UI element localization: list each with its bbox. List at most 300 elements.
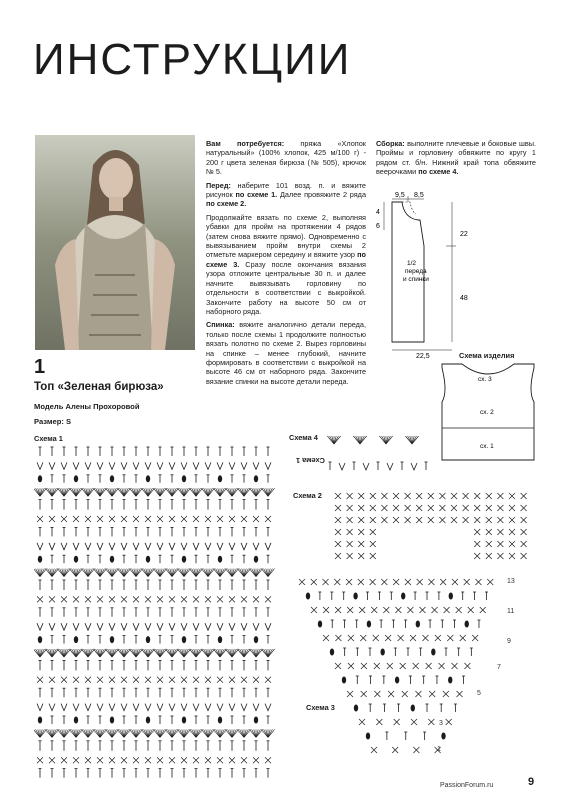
stitch-symbol xyxy=(253,543,259,550)
stitch-symbol xyxy=(241,462,247,469)
bobble-symbol xyxy=(218,556,222,563)
stitch-symbol xyxy=(156,488,160,496)
stitch-symbol xyxy=(241,757,247,763)
stitch-symbol xyxy=(370,505,376,511)
stitch-symbol xyxy=(181,543,187,550)
stitch-symbol xyxy=(121,516,127,522)
stitch-symbol xyxy=(229,677,235,683)
stitch-symbol xyxy=(381,517,387,523)
stitch-symbol xyxy=(144,488,148,496)
stitch-symbol xyxy=(217,596,223,602)
stitch-symbol xyxy=(108,488,112,496)
stitch-symbol xyxy=(265,704,271,711)
stitch-symbol xyxy=(205,757,211,763)
stitch-symbol xyxy=(49,516,55,522)
stitch-symbol xyxy=(416,505,422,511)
stitch-symbol xyxy=(217,462,223,469)
pattern-neck-dashed xyxy=(402,202,416,214)
stitch-symbol xyxy=(347,553,353,559)
stitch-symbol xyxy=(395,607,401,613)
p2-bold: по схеме 3. xyxy=(206,250,366,269)
stitch-symbol xyxy=(474,505,480,511)
stitch-symbol xyxy=(193,543,199,550)
stitch-symbol xyxy=(217,704,223,711)
chart-4-diagram xyxy=(322,430,432,478)
stitch-symbol xyxy=(323,635,329,641)
stitch-symbol xyxy=(181,596,187,602)
stitch-symbol xyxy=(205,596,211,602)
stitch-symbol xyxy=(265,462,271,469)
stitch-symbol xyxy=(169,516,175,522)
stitch-symbol xyxy=(486,529,492,535)
stitch-symbol xyxy=(96,729,100,737)
stitch-symbol xyxy=(36,488,40,496)
stitch-symbol xyxy=(205,677,211,683)
stitch-symbol xyxy=(240,649,244,657)
stitch-symbol xyxy=(429,691,435,697)
stitch-symbol xyxy=(509,553,515,559)
stitch-symbol xyxy=(347,529,353,535)
stitch-symbol xyxy=(405,579,411,585)
stitch-symbol xyxy=(497,517,503,523)
stitch-symbol xyxy=(157,623,163,630)
stitch-symbol xyxy=(85,757,91,763)
stitch-symbol xyxy=(405,493,411,499)
stitch-symbol xyxy=(451,517,457,523)
stitch-symbol xyxy=(335,541,341,547)
page-title: ИНСТРУКЦИИ xyxy=(33,35,352,84)
stitch-symbol xyxy=(48,649,52,657)
stitch-symbol xyxy=(192,488,196,496)
stitch-symbol xyxy=(36,649,40,657)
stitch-symbol xyxy=(109,704,115,711)
stitch-symbol xyxy=(37,757,43,763)
bobble-symbol xyxy=(74,475,78,482)
stitch-symbol xyxy=(109,596,115,602)
stitch-symbol xyxy=(157,677,163,683)
model-title: Топ «Зеленая бирюза» xyxy=(34,381,164,393)
stitch-symbol xyxy=(48,488,52,496)
bobble-symbol xyxy=(254,475,258,482)
stitch-symbol xyxy=(96,649,100,657)
stitch-symbol xyxy=(181,516,187,522)
pattern-diagram xyxy=(372,190,482,360)
item-label-s2: сх. 2 xyxy=(480,409,494,416)
stitch-symbol xyxy=(428,719,434,725)
chart-1-label-inverted: Схема 1 xyxy=(296,456,325,465)
stitch-symbol xyxy=(373,635,379,641)
stitch-symbol xyxy=(363,463,369,470)
stitch-symbol xyxy=(192,649,196,657)
stitch-symbol xyxy=(475,579,481,585)
stitch-symbol xyxy=(347,505,353,511)
assembly-paragraph xyxy=(376,139,536,177)
stitch-symbol xyxy=(133,543,139,550)
stitch-symbol xyxy=(49,543,55,550)
stitch-symbol xyxy=(374,691,380,697)
assembly-label: Сборка: xyxy=(376,139,405,148)
stitch-symbol xyxy=(486,541,492,547)
pattern-label-top-right: 8,5 xyxy=(414,192,424,199)
stitch-symbol xyxy=(85,516,91,522)
stitch-symbol xyxy=(157,596,163,602)
stitch-symbol xyxy=(169,462,175,469)
pattern-label-bottom: 22,5 xyxy=(416,353,430,360)
stitch-symbol xyxy=(428,505,434,511)
back-paragraph xyxy=(206,320,366,386)
bobble-symbol xyxy=(254,717,258,724)
instructions-column-2 xyxy=(376,139,536,181)
stitch-symbol xyxy=(432,607,438,613)
model-number: 1 xyxy=(34,356,46,378)
stitch-symbol xyxy=(330,436,334,444)
stitch-symbol xyxy=(464,579,470,585)
back-text: вяжите аналогично детали переда, только после схемы 1 продолжите полностью вязать полотно по схеме 2. Вырез горловины на спинке – менее глубокий, начните формировать в соответствии с выкройкой на высоте 46 см от наборного ряда. Закончите вязание спинки на высоте детали переда. xyxy=(206,320,366,386)
stitch-symbol xyxy=(370,529,376,535)
stitch-symbol xyxy=(205,704,211,711)
stitch-symbol xyxy=(371,747,377,753)
bobble-symbol xyxy=(146,475,150,482)
stitch-symbol xyxy=(61,462,67,469)
stitch-symbol xyxy=(97,623,103,630)
stitch-symbol xyxy=(49,704,55,711)
stitch-symbol xyxy=(497,553,503,559)
stitch-symbol xyxy=(229,623,235,630)
bobble-symbol xyxy=(441,733,445,740)
stitch-symbol xyxy=(323,579,329,585)
stitch-symbol xyxy=(192,729,196,737)
p2-text-1: Продолжайте вязать по схеме 2, выполняя убавки для пройм на протяжении 4 рядов (затем снова вяжите прямо). Одновременно с вывязыванием пройм внутри схемы 2 отметьте маркером середину и вяжите узор xyxy=(206,212,366,260)
stitch-symbol xyxy=(180,488,184,496)
stitch-symbol xyxy=(169,623,175,630)
stitch-symbol xyxy=(509,541,515,547)
chart-3-diagram xyxy=(296,574,506,764)
stitch-symbol xyxy=(96,569,100,577)
stitch-symbol xyxy=(205,623,211,630)
stitch-symbol xyxy=(361,663,367,669)
bobble-symbol xyxy=(38,717,42,724)
stitch-symbol xyxy=(356,436,360,444)
stitch-symbol xyxy=(84,569,88,577)
stitch-symbol xyxy=(405,517,411,523)
stitch-symbol xyxy=(411,463,417,470)
stitch-symbol xyxy=(435,635,441,641)
stitch-symbol xyxy=(413,663,419,669)
stitch-symbol xyxy=(240,569,244,577)
stitch-symbol xyxy=(241,596,247,602)
stitch-symbol xyxy=(335,607,341,613)
stitch-symbol xyxy=(61,757,67,763)
stitch-symbol xyxy=(73,677,79,683)
stitch-symbol xyxy=(474,517,480,523)
stitch-symbol xyxy=(181,704,187,711)
stitch-symbol xyxy=(447,635,453,641)
stitch-symbol xyxy=(474,529,480,535)
stitch-symbol xyxy=(145,704,151,711)
row-number: 3 xyxy=(439,720,443,727)
stitch-symbol xyxy=(463,505,469,511)
stitch-symbol xyxy=(132,488,136,496)
chart-1-label: Схема 1 xyxy=(34,434,63,443)
bobble-symbol xyxy=(367,621,371,628)
front-text-2: Далее провяжите 2 ряда xyxy=(277,190,366,200)
front-continue-paragraph xyxy=(206,213,366,316)
pattern-label-right-22: 22 xyxy=(460,231,468,238)
bobble-symbol xyxy=(146,636,150,643)
stitch-symbol xyxy=(121,677,127,683)
bobble-symbol xyxy=(354,705,358,712)
stitch-symbol xyxy=(180,569,184,577)
stitch-symbol xyxy=(521,493,527,499)
stitch-symbol xyxy=(229,596,235,602)
stitch-symbol xyxy=(452,663,458,669)
stitch-symbol xyxy=(358,553,364,559)
bobble-symbol xyxy=(306,593,310,600)
stitch-symbol xyxy=(370,553,376,559)
stitch-symbol xyxy=(381,505,387,511)
stitch-symbol xyxy=(446,719,452,725)
stitch-symbol xyxy=(416,493,422,499)
stitch-symbol xyxy=(97,704,103,711)
stitch-symbol xyxy=(217,543,223,550)
stitch-symbol xyxy=(521,505,527,511)
stitch-symbol xyxy=(410,635,416,641)
stitch-symbol xyxy=(509,529,515,535)
stitch-symbol xyxy=(417,579,423,585)
stitch-symbol xyxy=(339,463,345,470)
pattern-label-left-4: 4 xyxy=(376,209,380,216)
bobble-symbol xyxy=(448,677,452,684)
stitch-symbol xyxy=(335,663,341,669)
stitch-symbol xyxy=(346,579,352,585)
stitch-symbol xyxy=(84,729,88,737)
bobble-symbol xyxy=(146,717,150,724)
stitch-symbol xyxy=(358,493,364,499)
stitch-symbol xyxy=(109,516,115,522)
stitch-symbol xyxy=(145,516,151,522)
item-scheme-title: Схема изделия xyxy=(459,351,515,360)
stitch-symbol xyxy=(204,488,208,496)
stitch-symbol xyxy=(229,704,235,711)
stitch-symbol xyxy=(37,704,43,711)
stitch-symbol xyxy=(387,663,393,669)
front-paragraph xyxy=(206,181,366,209)
stitch-symbol xyxy=(84,649,88,657)
stitch-symbol xyxy=(108,649,112,657)
stitch-symbol xyxy=(408,436,412,444)
stitch-symbol xyxy=(383,607,389,613)
page-number: 9 xyxy=(528,776,535,788)
bobble-symbol xyxy=(110,636,114,643)
stitch-symbol xyxy=(193,704,199,711)
stitch-symbol xyxy=(521,541,527,547)
bobble-symbol xyxy=(254,556,258,563)
stitch-symbol xyxy=(265,623,271,630)
item-label-s1: сх. 1 xyxy=(480,443,494,450)
stitch-symbol xyxy=(121,462,127,469)
stitch-symbol xyxy=(460,635,466,641)
stitch-symbol xyxy=(72,729,76,737)
stitch-symbol xyxy=(382,436,386,444)
stitch-symbol xyxy=(335,529,341,535)
stitch-symbol xyxy=(400,663,406,669)
stitch-symbol xyxy=(37,516,43,522)
stitch-symbol xyxy=(193,623,199,630)
bobble-symbol xyxy=(110,556,114,563)
stitch-symbol xyxy=(97,543,103,550)
bobble-symbol xyxy=(353,593,357,600)
stitch-symbol xyxy=(428,493,434,499)
stitch-symbol xyxy=(347,607,353,613)
stitch-symbol xyxy=(463,493,469,499)
stitch-symbol xyxy=(120,569,124,577)
bobble-symbol xyxy=(395,677,399,684)
stitch-symbol xyxy=(521,553,527,559)
stitch-symbol xyxy=(252,729,256,737)
stitch-symbol xyxy=(398,635,404,641)
bobble-symbol xyxy=(401,593,405,600)
stitch-symbol xyxy=(497,505,503,511)
stitch-symbol xyxy=(144,569,148,577)
bobble-symbol xyxy=(110,475,114,482)
stitch-symbol xyxy=(216,569,220,577)
bobble-symbol xyxy=(182,636,186,643)
stitch-symbol xyxy=(73,516,79,522)
stitch-symbol xyxy=(509,517,515,523)
stitch-symbol xyxy=(169,757,175,763)
stitch-symbol xyxy=(497,493,503,499)
stitch-symbol xyxy=(157,462,163,469)
stitch-symbol xyxy=(419,607,425,613)
stitch-symbol xyxy=(509,493,515,499)
stitch-symbol xyxy=(204,729,208,737)
stitch-symbol xyxy=(97,677,103,683)
stitch-symbol xyxy=(229,462,235,469)
stitch-symbol xyxy=(228,649,232,657)
stitch-symbol xyxy=(264,729,268,737)
stitch-symbol xyxy=(157,543,163,550)
row-number: 13 xyxy=(507,578,515,585)
stitch-symbol xyxy=(156,729,160,737)
stitch-symbol xyxy=(426,663,432,669)
stitch-symbol xyxy=(370,517,376,523)
stitch-symbol xyxy=(463,517,469,523)
stitch-symbol xyxy=(387,463,393,470)
stitch-symbol xyxy=(474,493,480,499)
stitch-symbol xyxy=(348,663,354,669)
stitch-symbol xyxy=(486,517,492,523)
stitch-symbol xyxy=(84,488,88,496)
stitch-symbol xyxy=(347,691,353,697)
stitch-symbol xyxy=(193,462,199,469)
stitch-symbol xyxy=(370,579,376,585)
stitch-symbol xyxy=(97,596,103,602)
stitch-symbol xyxy=(61,704,67,711)
stitch-symbol xyxy=(217,516,223,522)
stitch-symbol xyxy=(121,623,127,630)
stitch-symbol xyxy=(359,719,365,725)
stitch-symbol xyxy=(228,569,232,577)
chart-4-label: Схема 4 xyxy=(289,433,318,442)
model-photo xyxy=(35,135,195,350)
stitch-symbol xyxy=(204,649,208,657)
assembly-bold: по схеме 4. xyxy=(418,167,459,177)
stitch-symbol xyxy=(509,505,515,511)
bobble-symbol xyxy=(380,649,384,656)
stitch-symbol xyxy=(120,488,124,496)
bobble-symbol xyxy=(182,556,186,563)
stitch-symbol xyxy=(228,488,232,496)
stitch-symbol xyxy=(439,517,445,523)
stitch-symbol xyxy=(497,541,503,547)
stitch-symbol xyxy=(133,704,139,711)
stitch-symbol xyxy=(358,517,364,523)
bobble-symbol xyxy=(38,636,42,643)
stitch-symbol xyxy=(335,493,341,499)
item-scheme-diagram xyxy=(438,362,538,462)
stitch-symbol xyxy=(61,596,67,602)
model-size: Размер: S xyxy=(34,417,72,426)
stitch-symbol xyxy=(133,462,139,469)
bobble-symbol xyxy=(366,733,370,740)
stitch-symbol xyxy=(241,677,247,683)
stitch-symbol xyxy=(133,516,139,522)
stitch-symbol xyxy=(97,757,103,763)
stitch-symbol xyxy=(265,516,271,522)
stitch-symbol xyxy=(181,757,187,763)
stitch-symbol xyxy=(72,649,76,657)
stitch-symbol xyxy=(370,493,376,499)
stitch-symbol xyxy=(169,596,175,602)
stitch-symbol xyxy=(358,529,364,535)
stitch-symbol xyxy=(265,677,271,683)
stitch-symbol xyxy=(133,596,139,602)
stitch-symbol xyxy=(157,704,163,711)
stitch-symbol xyxy=(145,596,151,602)
stitch-symbol xyxy=(486,493,492,499)
stitch-symbol xyxy=(358,579,364,585)
stitch-symbol xyxy=(335,505,341,511)
stitch-symbol xyxy=(422,635,428,641)
stitch-symbol xyxy=(456,607,462,613)
stitch-symbol xyxy=(497,529,503,535)
materials-text: пряжа «Хлопок натуральный» (100% хлопок, 425 м/100 г) - 200 г цвета зеленая бирюза (№ 505), крючок № 5. xyxy=(206,139,366,177)
stitch-symbol xyxy=(37,596,43,602)
stitch-symbol xyxy=(311,579,317,585)
stitch-symbol xyxy=(168,729,172,737)
stitch-symbol xyxy=(402,691,408,697)
stitch-symbol xyxy=(252,649,256,657)
stitch-symbol xyxy=(85,543,91,550)
stitch-symbol xyxy=(121,543,127,550)
stitch-symbol xyxy=(145,757,151,763)
stitch-symbol xyxy=(361,691,367,697)
stitch-symbol xyxy=(36,729,40,737)
row-number: 5 xyxy=(477,690,481,697)
bobble-symbol xyxy=(465,621,469,628)
stitch-symbol xyxy=(228,729,232,737)
stitch-symbol xyxy=(486,505,492,511)
row-number: 1 xyxy=(437,746,441,753)
stitch-symbol xyxy=(216,649,220,657)
stitch-symbol xyxy=(452,579,458,585)
stitch-symbol xyxy=(348,635,354,641)
assembly-text: выполните плечевые и боковые швы. Проймы и горловину обвяжите по кругу 1 рядом ст. б/н. Нижний край топа обвяжите веерочками xyxy=(376,139,536,177)
stitch-symbol xyxy=(61,677,67,683)
stitch-symbol xyxy=(96,488,100,496)
stitch-symbol xyxy=(49,757,55,763)
stitch-symbol xyxy=(169,704,175,711)
